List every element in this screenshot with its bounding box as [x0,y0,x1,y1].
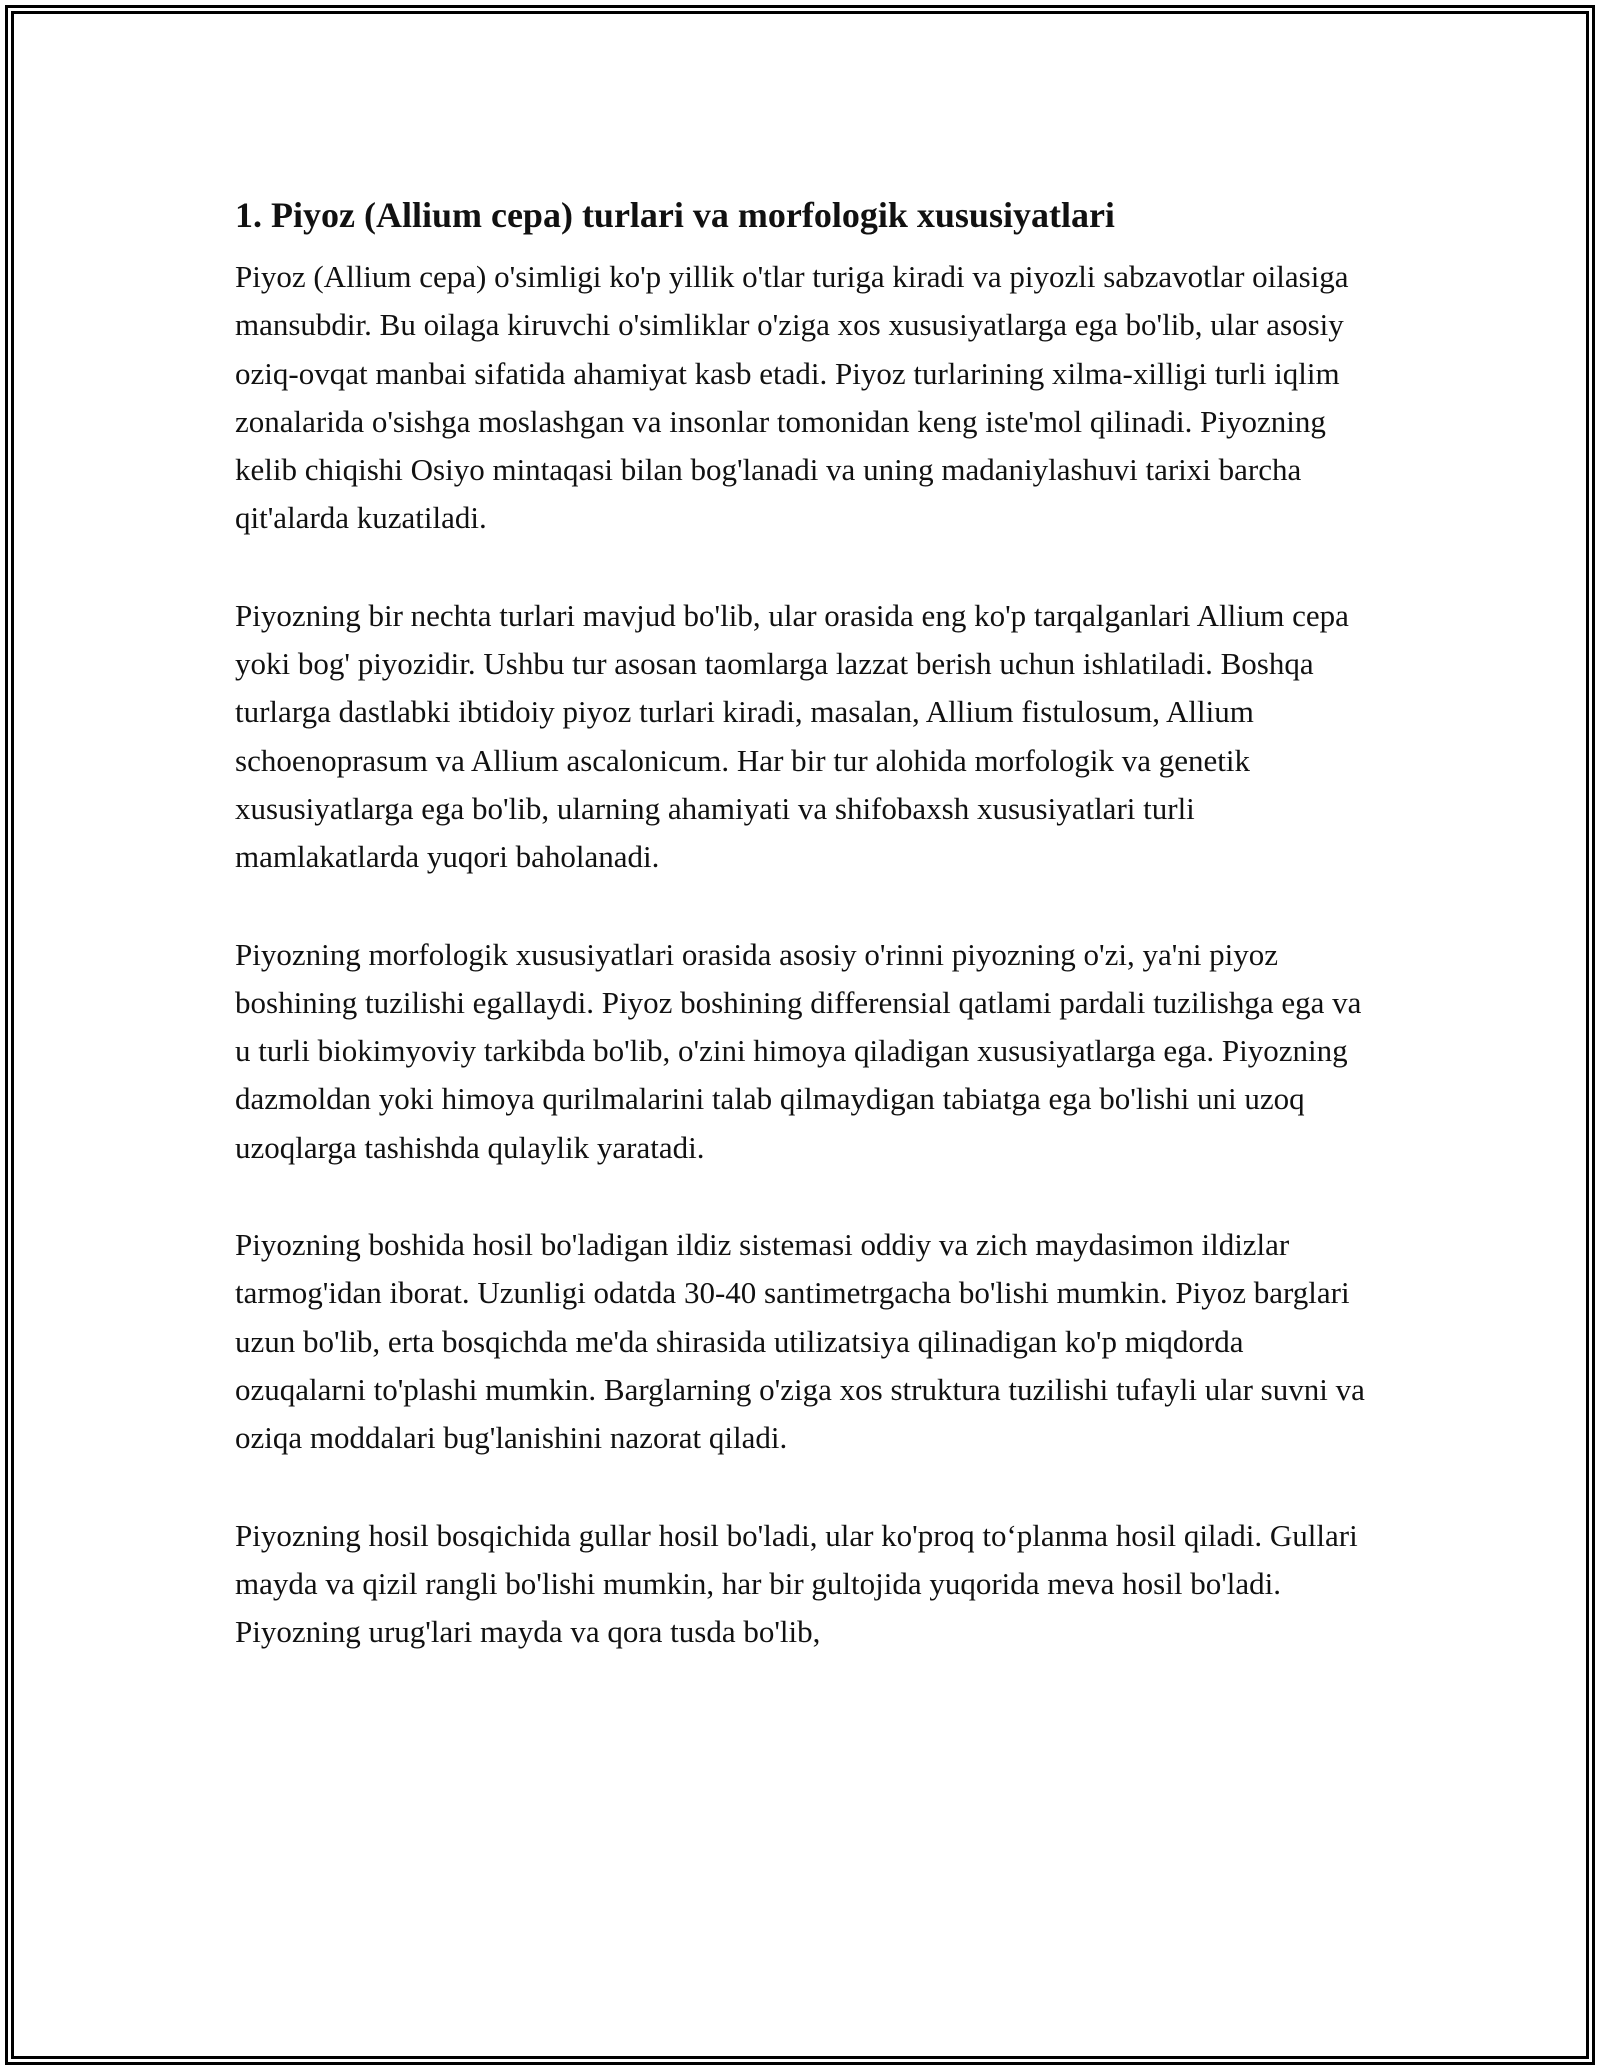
paragraph-flowers: Piyozning hosil bosqichida gullar hosil bo'ladi, ular ko'proq to‘planma hosil qiladi. Gullari mayda va qizil rangli bo'lishi mumkin, har bir gultojida yuqorida meva hosil bo'ladi. Piyozning urug'lari mayda va qora tusda bo'lib, [235,1517,1358,1650]
paragraph-roots-leaves: Piyozning boshida hosil bo'ladigan ildiz sistemasi oddiy va zich maydasimon ildizlar tarmog'idan iborat. Uzunligi odatda 30-40 santimetrgacha bo'lishi mumkin. Piyoz barglari uzun bo'lib, erta bosqichda me'da shirasida utilizatsiya qilinadigan ko'p miqdorda ozuqalarni to'plashi mumkin. Barglarning o'ziga xos struktura tuzilishi tufayli ular suvni va oziqa moddalari bug'lanishini nazorat qiladi. [235,1227,1365,1456]
paragraph-morphology: Piyozning morfologik xususiyatlari orasida asosiy o'rinni piyozning o'zi, ya'ni piyoz boshining tuzilishi egallaydi. Piyoz boshining differensial qatlami pardali tuzilishga ega va u turli biokimyoviy tarkibda bo'lib, o'zini himoya qiladigan xususiyatlarga ega. Piyozning dazmoldan yoki himoya qurilmalarini talab qilmaydigan tabiatga ega bo'lishi uni uzoq uzoqlarga tashishda qulaylik yaratadi. [235,936,1362,1165]
section-heading: 1. Piyoz (Allium cepa) turlari va morfologik xususiyatlari [235,195,1115,235]
document-body [235,185,1395,1705]
paragraph-intro: Piyoz (Allium cepa) o'simligi ko'p yillik o'tlar turiga kiradi va piyozli sabzavotlar oilasiga mansubdir. Bu oilaga kiruvchi o'simliklar o'ziga xos xususiyatlarga ega bo'lib, ular asosiy oziq-ovqat manbai sifatida ahamiyat kasb etadi. Piyoz turlarining xilma-xilligi turli iqlim zonalarida o'sishga moslashgan va insonlar tomonidan keng iste'mol qilinadi. Piyozning kelib chiqishi Osiyo mintaqasi bilan bog'lanadi va uning madaniylashuvi tarixi barcha qit'alarda kuzatiladi. [235,259,1349,536]
paragraph-species: Piyozning bir nechta turlari mavjud bo'lib, ular orasida eng ko'p tarqalganlari Allium cepa yoki bog' piyozidir. Ushbu tur asosan taomlarga lazzat berish uchun ishlatiladi. Boshqa turlarga dastlabki ibtidoiy piyoz turlari kiradi, masalan, Allium fistulosum, Allium schoenoprasum va Allium ascalonicum. Har bir tur alohida morfologik va genetik xususiyatlarga ega bo'lib, ularning ahamiyati va shifobaxsh xususiyatlari turli mamlakatlarda yuqori baholanadi. [235,597,1349,875]
